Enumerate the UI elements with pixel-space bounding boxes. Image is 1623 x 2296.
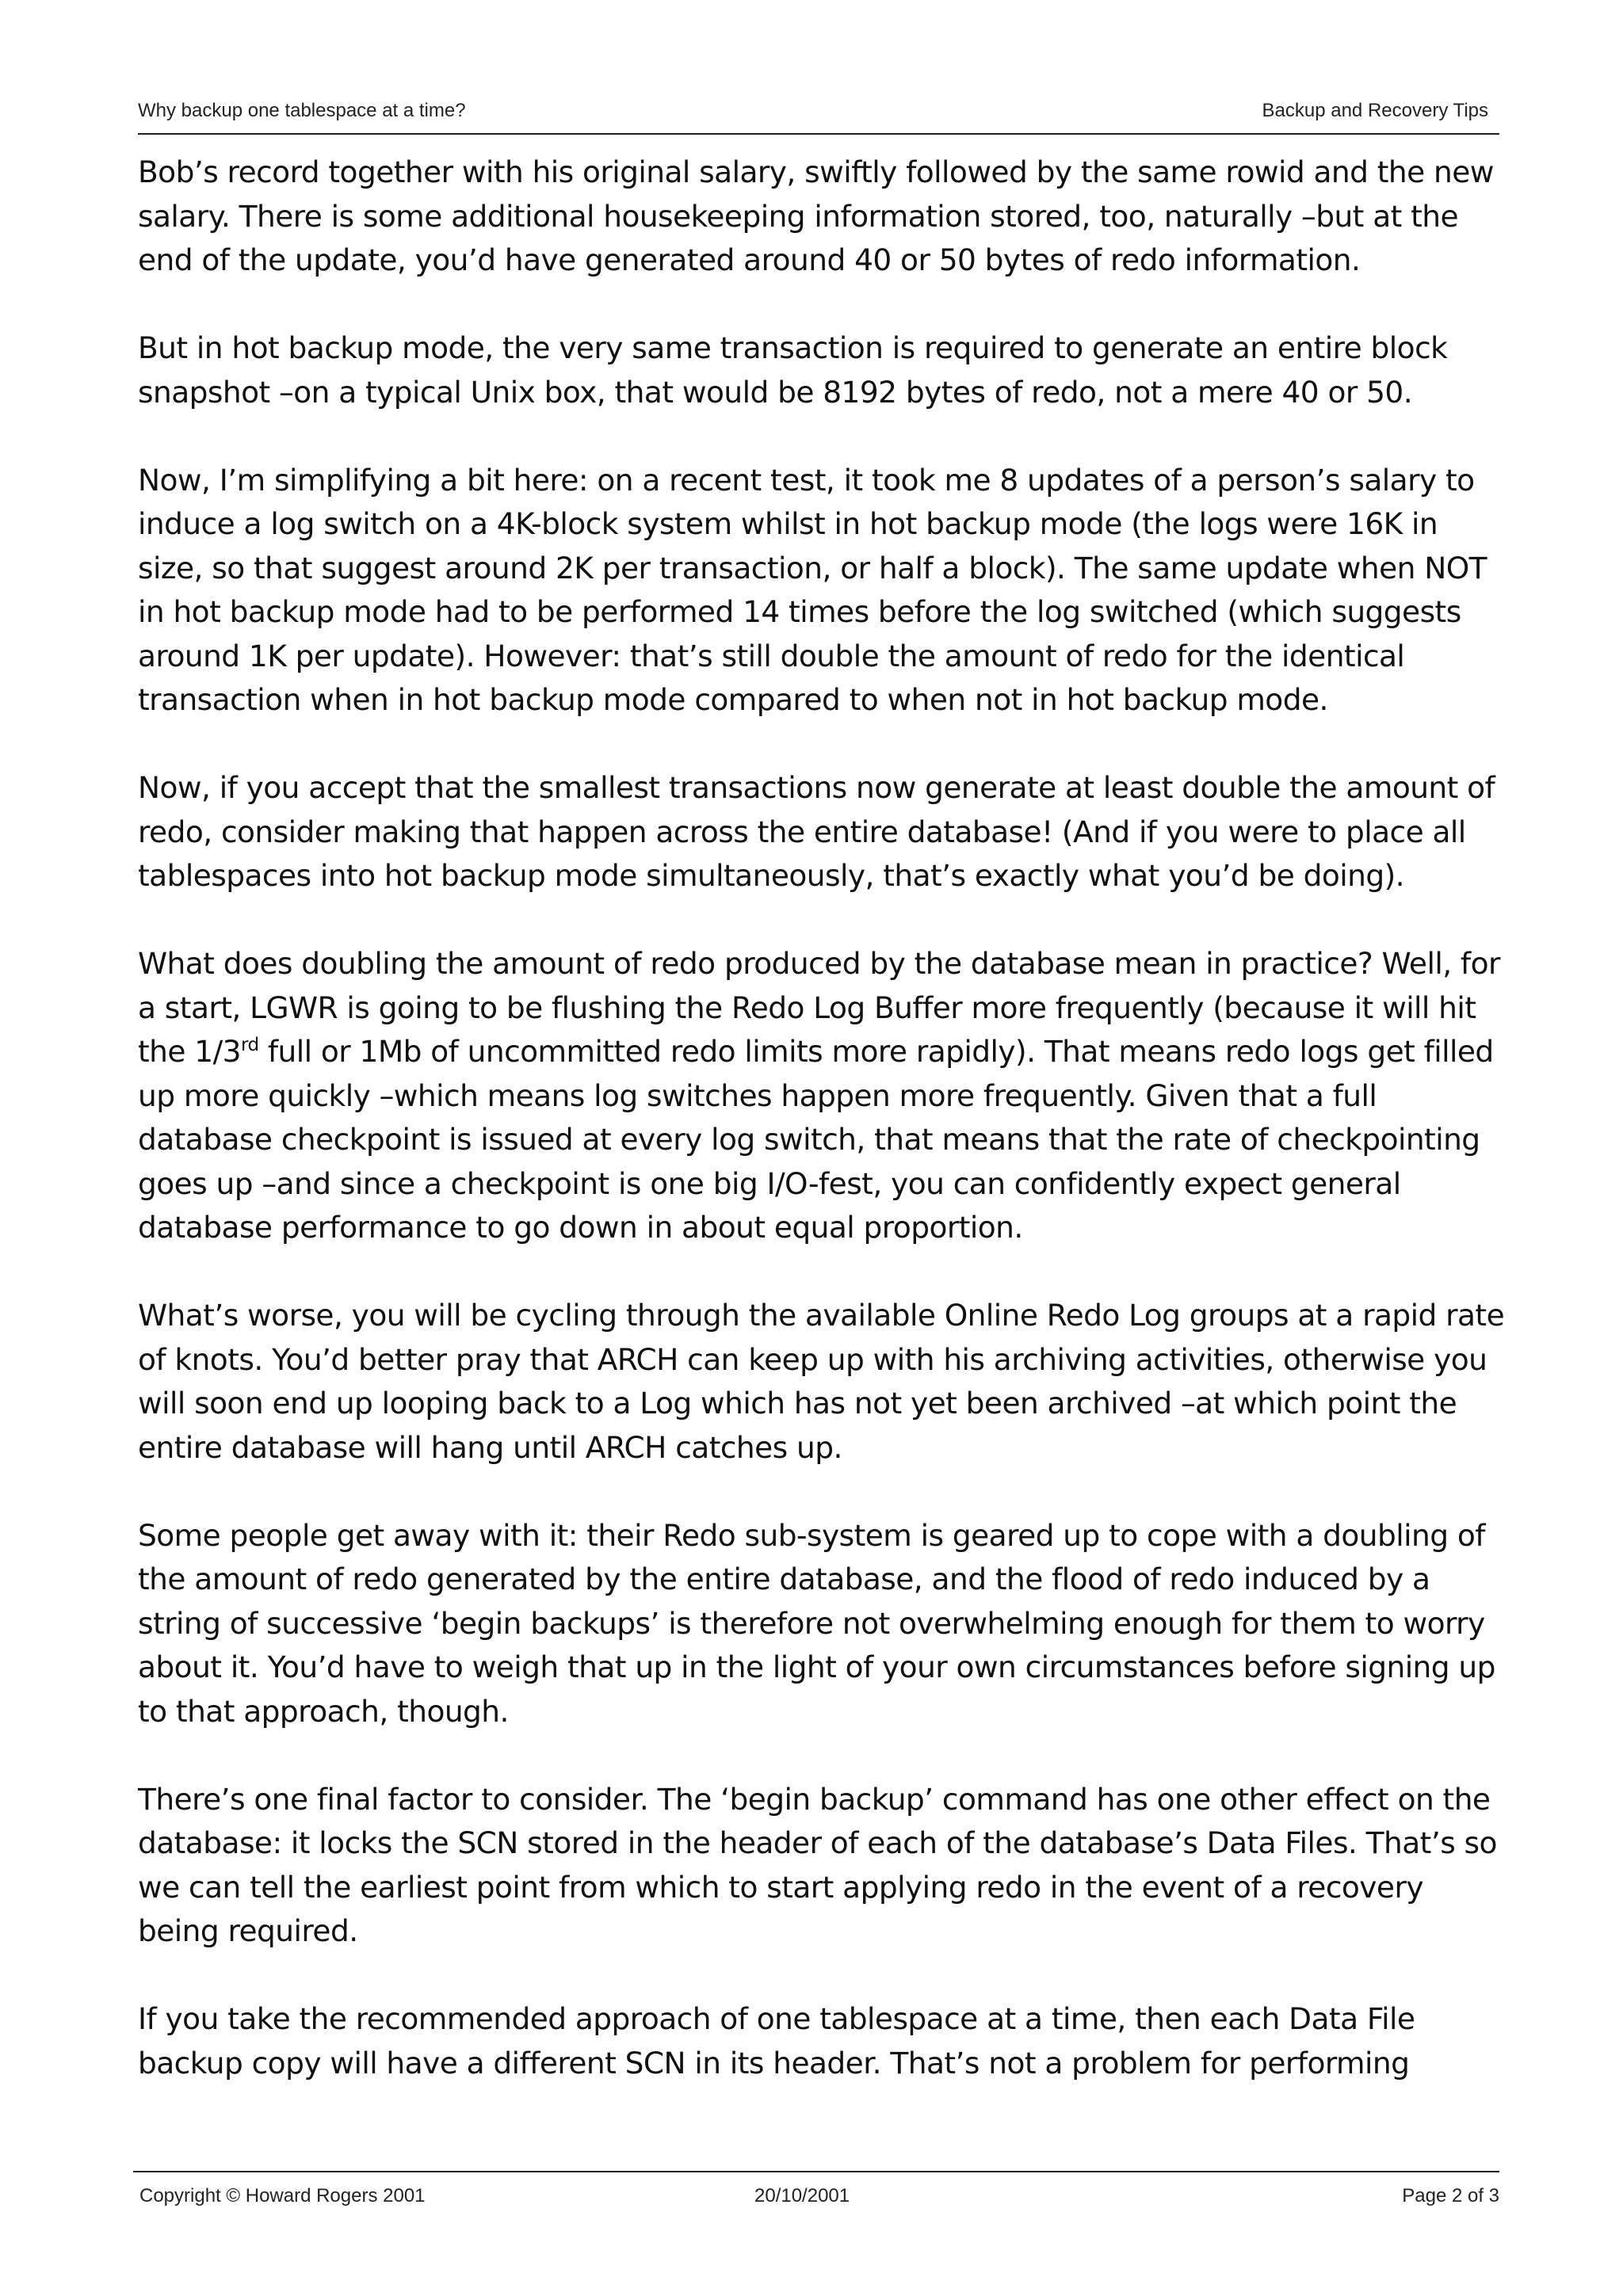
paragraph: But in hot backup mode, the very same transaction is required to generate an entire block snapshot –on a typical Unix box, that would be 8192 bytes of redo, not a mere 40 or 50. (138, 330, 1448, 410)
paragraph: Some people get away with it: their Redo sub-system is geared up to cope with a doubling of the amount of redo generated by the entire database, and the flood of redo induced by a string of successive ‘begin backups’ is therefore not overwhelming enough for them to worry about it. You’d have to weigh that up in the light of your own circumstances before signing up to that approach, though. (138, 1517, 1495, 1729)
paragraph: Bob’s record together with his original salary, swiftly followed by the same rowid and the new salary. There is some additional housekeeping information stored, too, naturally –but at the end of the update, you’d have generated around 40 or 50 bytes of redo information. (138, 154, 1494, 277)
page-header (138, 92, 1499, 135)
document-title: Why backup one tablespace at a time? (138, 100, 466, 121)
paragraph: If you take the recommended approach of one tablespace at a time, then each Data File backup copy will have a different SCN in its header. That’s not a problem for performing (138, 2001, 1415, 2081)
paragraph-text: What does doubling the amount of redo produced by the database mean in practice? Well, for a start, LGWR is going to be flushing the Redo Log Buffer more frequently (because it will hit the 1/3 (138, 946, 1500, 1069)
superscript: rd (240, 1035, 259, 1055)
section-title: Backup and Recovery Tips (1262, 100, 1488, 121)
paragraph: There’s one final factor to consider. The ‘begin backup’ command has one other effect on the database: it locks the SCN stored in the header of each of the database’s Data Files. That’s so we can tell the earliest point from which to start applying redo in the event of a recovery being required. (138, 1781, 1497, 1948)
copyright-notice: Copyright © Howard Rogers 2001 (139, 2185, 426, 2206)
paragraph: What’s worse, you will be cycling through the available Online Redo Log groups at a rapid rate of knots. You’d better pray that ARCH can keep up with his archiving activities, otherwise you will soon end up looping back to a Log which has not yet been archived –at which point the entire database will hang until ARCH catches up. (138, 1298, 1505, 1465)
paragraph (138, 942, 1509, 1250)
page-footer (133, 2171, 1499, 2220)
paragraph: Now, I’m simplifying a bit here: on a recent test, it took me 8 updates of a person’s salary to induce a log switch on a 4K-block system whilst in hot backup mode (the logs were 16K in size, so that suggest around 2K per transaction, or half a block). The same update when NOT in hot backup mode had to be performed 14 times before the log switched (which suggests around 1K per update). However: that’s still double the amount of redo for the identical transaction when in hot backup mode compared to when not in hot backup mode. (138, 462, 1487, 717)
paragraph-text: full or 1Mb of uncommitted redo limits more rapidly). That means redo logs get filled up more quickly –which means log switches happen more frequently. Given that a full database checkpoint is issued at every log switch, that means that the rate of checkpointing goes up –and since a checkpoint is one big I/O-fest, you can confidently expect general database performance to go down in about equal proportion. (138, 1034, 1494, 1245)
document-date: 20/10/2001 (754, 2185, 850, 2206)
paragraph: Now, if you accept that the smallest transactions now generate at least double the amount of redo, consider making that happen across the entire database! (And if you were to place all tablespaces into hot backup mode simultaneously, that’s exactly what you’d be doing). (138, 770, 1495, 893)
page-number: Page 2 of 3 (1402, 2185, 1499, 2206)
document-body (138, 151, 1509, 2130)
